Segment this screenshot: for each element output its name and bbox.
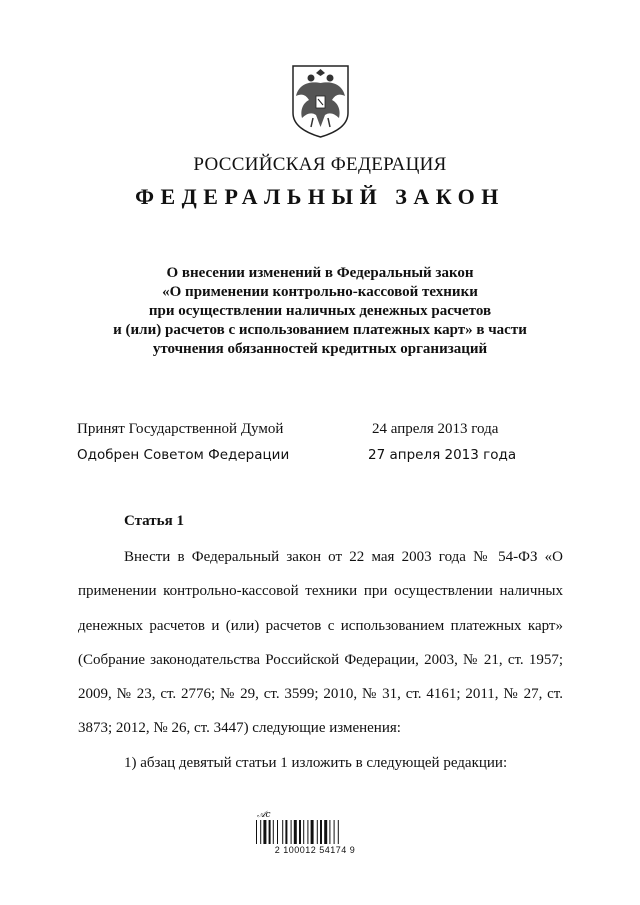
article-paragraph: 1) абзац девятый статьи 1 изложить в следующей редакции: <box>124 754 508 771</box>
barcode-icon <box>256 820 374 844</box>
council-approval-date: 27 апреля 2013 года <box>368 447 517 463</box>
document-type: ФЕДЕРАЛЬНЫЙ ЗАКОН <box>135 184 505 209</box>
duma-adoption-label: Принят Государственной Думой <box>77 421 284 437</box>
law-title-line: «О применении контрольно-кассовой техники <box>162 284 478 300</box>
law-title <box>70 264 570 359</box>
barcode-number: 2 100012 54174 9 <box>274 845 356 855</box>
law-title-line: О внесении изменений в Федеральный закон <box>166 265 474 281</box>
article-paragraph: Внести в Федеральный закон от 22 мая 2003 года № 54-ФЗ «О применении контрольно-кассовой техники при осуществлении наличных денежных расчетов и (или) расчетов с использованием платежных карт» (Собрание законодательства Российской Федерации, 2003, № 21, ст. 1957; 2009, № 23, ст. 2776; № 29, ст. 3599; 2010, № 31, ст. 4161; 2011, № 27, ст. 3873; 2012, № 26, ст. 3447) следующие изменения: <box>78 549 563 737</box>
handwritten-mark: 𝒜𝑐 <box>257 809 271 819</box>
article-heading: Статья 1 <box>124 513 184 529</box>
country-name: РОССИЙСКАЯ ФЕДЕРАЦИЯ <box>193 154 447 175</box>
law-title-line: уточнения обязанностей кредитных организаций <box>152 341 488 357</box>
article-body <box>78 540 563 780</box>
law-title-line: и (или) расчетов с использованием платежных карт» в части <box>113 322 527 338</box>
council-approval-label: Одобрен Советом Федерации <box>77 447 290 463</box>
coat-of-arms-icon <box>289 63 352 139</box>
duma-adoption-date: 24 апреля 2013 года <box>372 421 499 437</box>
law-title-line: при осуществлении наличных денежных расчетов <box>148 303 492 319</box>
